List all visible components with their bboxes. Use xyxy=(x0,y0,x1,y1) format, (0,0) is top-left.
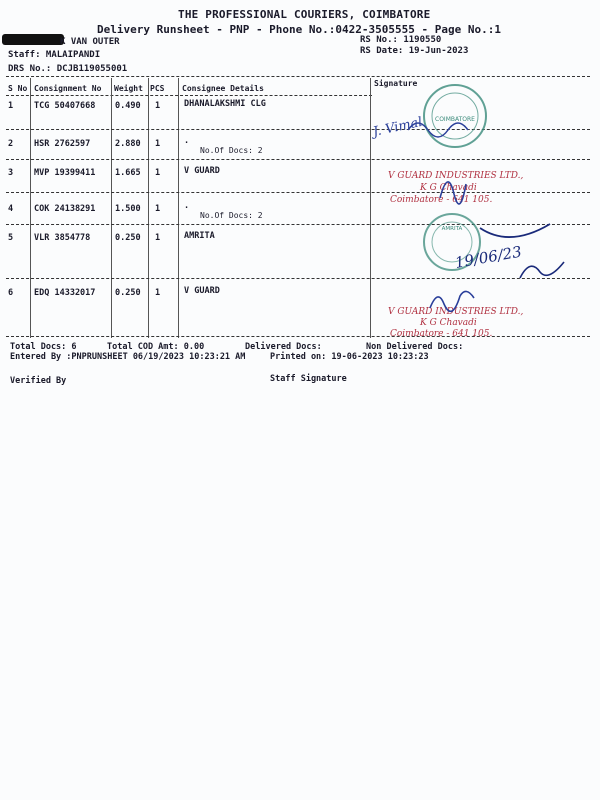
row-weight: 0.250 xyxy=(115,233,141,243)
total-cod: Total COD Amt: 0.00 xyxy=(107,342,205,352)
vguard-stamp-line3: Coimbatore - 641 105. xyxy=(390,195,493,205)
signature-scribble xyxy=(520,262,564,278)
printed-on: Printed on: 19-06-2023 10:23:23 xyxy=(270,352,429,362)
row-weight: 0.490 xyxy=(115,101,141,111)
vguard-stamp-line2: K G Chavadi xyxy=(420,318,477,328)
staff-signature: Staff Signature xyxy=(270,374,347,384)
row-consignment: TCG 50407668 xyxy=(34,101,96,111)
row-sno: 2 xyxy=(8,139,14,149)
row-consignee: V GUARD xyxy=(184,166,220,176)
col-header-consignment: Consignment No xyxy=(34,84,102,93)
col-header-pcs: PCS xyxy=(150,84,165,93)
col-divider xyxy=(30,78,31,338)
row-consignee: V GUARD xyxy=(184,286,220,296)
row-consignee: AMRITA xyxy=(184,231,215,241)
vguard-stamp-line3: Coimbatore - 641 105. xyxy=(390,329,493,338)
row-consignment: HSR 2762597 xyxy=(34,139,91,149)
row-consignee: . xyxy=(184,201,190,211)
staff-name: Staff: MALAIPANDI xyxy=(8,50,101,60)
row-consignee: DHANALAKSHMI CLG xyxy=(184,99,266,109)
seal-text: COIMBATORE xyxy=(435,116,475,123)
signature-marks xyxy=(370,78,592,338)
total-docs: Total Docs: 6 xyxy=(10,342,77,352)
row-pcs: 1 xyxy=(155,168,161,178)
entered-by: Entered By :PNPRUNSHEET 06/19/2023 10:23:21 AM xyxy=(10,352,246,362)
college-seal-icon xyxy=(424,85,486,147)
row-pcs: 1 xyxy=(155,233,161,243)
verified-by: Verified By xyxy=(10,376,67,386)
row-weight: 1.500 xyxy=(115,204,141,214)
row-docs-count: No.Of Docs: 2 xyxy=(200,146,263,155)
row-weight: 1.665 xyxy=(115,168,141,178)
vguard-stamp-line1: V GUARD INDUSTRIES LTD., xyxy=(388,307,524,317)
rs-number: RS No.: 1190550 xyxy=(360,35,442,45)
col-divider xyxy=(148,78,149,338)
table-top-rule xyxy=(6,76,590,77)
col-header-weight: Weight xyxy=(114,84,143,93)
handwritten-signature-1: J. Vimal xyxy=(371,114,424,140)
row-consignment: COK 24138291 xyxy=(34,204,96,214)
col-header-consignee: Consignee Details xyxy=(182,84,264,93)
row-weight: 0.250 xyxy=(115,288,141,298)
row-weight: 2.880 xyxy=(115,139,141,149)
row-pcs: 1 xyxy=(155,288,161,298)
row-consignee: . xyxy=(184,136,190,146)
header-bottom-rule xyxy=(6,95,372,96)
vguard-stamp-line1: V GUARD INDUSTRIES LTD., xyxy=(388,171,524,181)
col-header-signature: Signature xyxy=(374,79,418,88)
col-divider xyxy=(178,78,179,338)
drs-number: DRS No.: DCJB119055001 xyxy=(8,64,128,74)
row-sno: 1 xyxy=(8,101,14,111)
handwritten-date: 19/06/23 xyxy=(453,242,524,272)
row-docs-count: No.Of Docs: 2 xyxy=(200,211,263,220)
row-pcs: 1 xyxy=(155,204,161,214)
seal-text: AMRITA xyxy=(441,226,463,232)
row-pcs: 1 xyxy=(155,139,161,149)
redacted-block xyxy=(2,34,64,45)
runsheet-subtitle: Delivery Runsheet - PNP - Phone No.:0422-3505555 - Page No.:1 xyxy=(97,23,501,36)
company-title: THE PROFESSIONAL COURIERS, COIMBATORE xyxy=(178,8,431,21)
row-consignment: VLR 3854778 xyxy=(34,233,91,243)
row-sno: 6 xyxy=(8,288,14,298)
non-delivered-docs: Non Delivered Docs: xyxy=(366,342,464,352)
branch-name: K VAN OUTER xyxy=(60,37,120,47)
row-sno: 4 xyxy=(8,204,14,214)
row-consignment: MVP 19399411 xyxy=(34,168,96,178)
row-sno: 5 xyxy=(8,233,14,243)
col-divider xyxy=(111,78,112,338)
delivered-docs: Delivered Docs: xyxy=(245,342,322,352)
col-header-sno: S No xyxy=(8,84,28,93)
signature-scribble xyxy=(480,224,550,237)
row-sno: 3 xyxy=(8,168,14,178)
vguard-stamp-line2: K G Chavadi xyxy=(420,183,477,193)
row-pcs: 1 xyxy=(155,101,161,111)
row-consignment: EDQ 14332017 xyxy=(34,288,96,298)
rs-date: RS Date: 19-Jun-2023 xyxy=(360,46,469,56)
